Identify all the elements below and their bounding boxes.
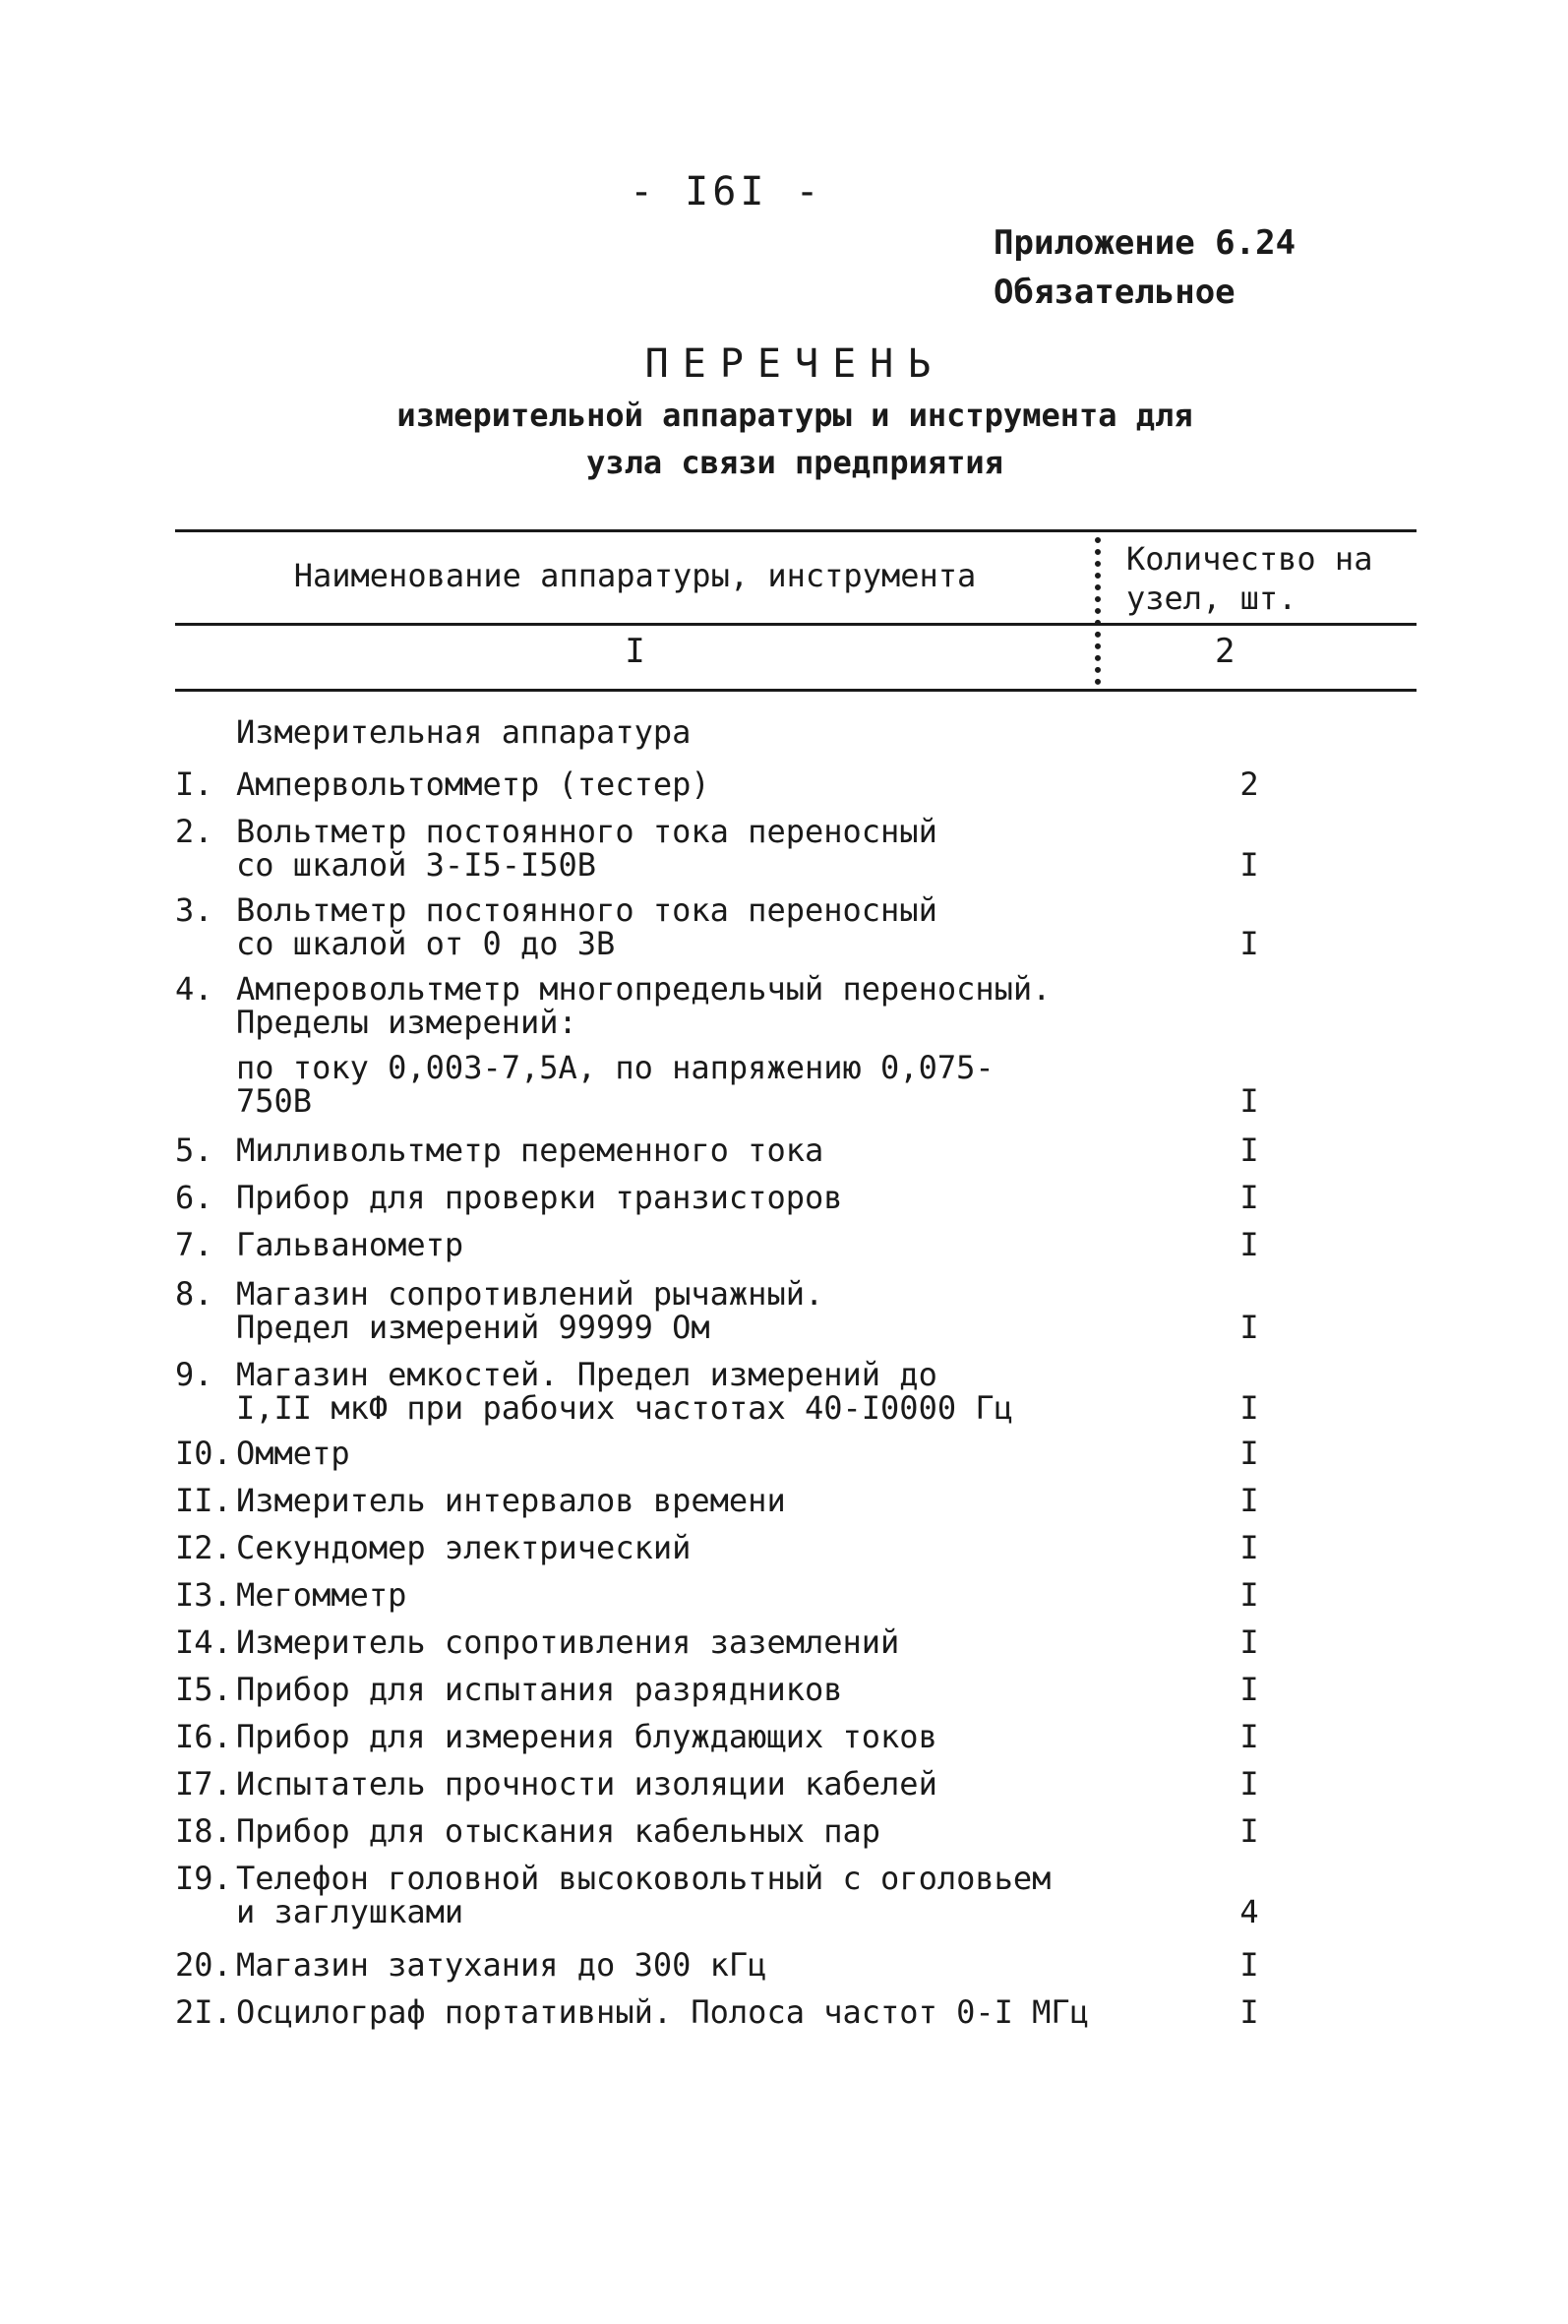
row-number: 20.	[175, 1946, 232, 1984]
row-name: Ампервольтомметр (тестер)	[236, 765, 710, 803]
row-name: Телефон головной высоковольтный с оголовьем и заглушками	[236, 1860, 1052, 1930]
document-title	[175, 336, 1415, 486]
row-quantity: I	[1239, 1812, 1259, 1850]
row-quantity: I	[1239, 1309, 1259, 1346]
row-quantity: I	[1239, 1529, 1259, 1566]
row-name: Омметр	[236, 1435, 350, 1472]
row-number: I2.	[175, 1529, 232, 1566]
row-quantity: I	[1239, 1131, 1259, 1169]
row-number: I3.	[175, 1576, 232, 1614]
row-number: I9.	[175, 1860, 232, 1897]
row-quantity: I	[1239, 1623, 1259, 1661]
row-name: по току 0,003-7,5А, по напряжению 0,075- 750В	[236, 1049, 995, 1120]
table-header-rule	[175, 623, 1417, 626]
row-quantity: I	[1239, 925, 1259, 962]
row-quantity: I	[1239, 1946, 1259, 1984]
row-quantity: I	[1239, 1718, 1259, 1755]
row-quantity: I	[1239, 1226, 1259, 1263]
title-subtitle-line-2: узла связи предприятия	[586, 444, 1003, 481]
row-name: Гальванометр	[236, 1226, 464, 1263]
row-number: 2I.	[175, 1993, 232, 2031]
row-name: Амперовольтметр многопредельчый переносный. Пределы измерений:	[236, 970, 1052, 1041]
row-name: Мегомметр	[236, 1576, 407, 1614]
row-quantity: I	[1239, 1671, 1259, 1708]
header-quantity: Количество на узел, шт.	[1126, 540, 1373, 617]
row-number: 9.	[175, 1356, 213, 1393]
row-number: I8.	[175, 1812, 232, 1850]
row-number: 2.	[175, 813, 213, 850]
column-number-2: 2	[1215, 632, 1236, 671]
row-quantity: I	[1239, 1435, 1259, 1472]
row-number: 5.	[175, 1131, 213, 1169]
row-quantity: I	[1239, 1389, 1259, 1427]
header-name: Наименование аппаратуры, инструмента	[293, 557, 977, 594]
row-name: Измеритель сопротивления заземлений	[236, 1623, 900, 1661]
row-name: Секундомер электрический	[236, 1529, 692, 1566]
title-subtitle-line-1: измерительной аппаратуры и инструмента для	[396, 397, 1193, 434]
row-quantity: I	[1239, 1765, 1259, 1803]
row-name: Испытатель прочности изоляции кабелей	[236, 1765, 937, 1803]
row-quantity: I	[1239, 1482, 1259, 1519]
row-name: Магазин емкостей. Предел измерений до I,II мкФ при рабочих частотах 40-I0000 Гц	[236, 1356, 1013, 1427]
row-name: Осцилограф портативный. Полоса частот 0-I МГц	[236, 1993, 1089, 2031]
row-number: I6.	[175, 1718, 232, 1755]
table-colnum-rule	[175, 689, 1417, 692]
row-quantity: 2	[1239, 765, 1259, 803]
row-quantity: I	[1239, 1993, 1259, 2031]
row-quantity: 4	[1239, 1893, 1259, 1930]
table-top-rule	[175, 529, 1417, 532]
row-number: I.	[175, 765, 213, 803]
row-number: II.	[175, 1482, 232, 1519]
column-divider	[1095, 537, 1101, 685]
row-quantity: I	[1239, 1179, 1259, 1216]
row-name: Измеритель интервалов времени	[236, 1482, 786, 1519]
row-number: 6.	[175, 1179, 213, 1216]
title-main: ПЕРЕЧЕНЬ	[644, 341, 945, 387]
section-heading: Измерительная аппаратура	[236, 713, 692, 751]
row-number: I4.	[175, 1623, 232, 1661]
row-name: Магазин сопротивлений рычажный. Предел измерений 99999 Ом	[236, 1275, 824, 1346]
column-number-1: I	[625, 632, 645, 671]
row-name: Прибор для отыскания кабельных пар	[236, 1812, 881, 1850]
row-name: Прибор для проверки транзисторов	[236, 1179, 843, 1216]
row-name: Прибор для измерения блуждающих токов	[236, 1718, 937, 1755]
row-number: 7.	[175, 1226, 213, 1263]
row-name: Вольтметр постоянного тока переносный со шкалой 3-I5-I50В	[236, 813, 937, 884]
row-name: Магазин затухания до 300 кГц	[236, 1946, 767, 1984]
row-number: I0.	[175, 1435, 232, 1472]
row-number: I5.	[175, 1671, 232, 1708]
appendix-number: Приложение 6.24	[994, 223, 1297, 263]
row-name: Милливольтметр переменного тока	[236, 1131, 824, 1169]
appendix-label	[994, 218, 1296, 317]
row-name: Прибор для испытания разрядников	[236, 1671, 843, 1708]
row-quantity: I	[1239, 1576, 1259, 1614]
row-number: 8.	[175, 1275, 213, 1313]
page-number: - I6I -	[630, 169, 823, 214]
row-number: I7.	[175, 1765, 232, 1803]
row-number: 3.	[175, 891, 213, 929]
row-quantity: I	[1239, 846, 1259, 884]
row-quantity: I	[1239, 1082, 1259, 1120]
row-name: Вольтметр постоянного тока переносный со шкалой от 0 до 3В	[236, 891, 937, 962]
row-number: 4.	[175, 970, 213, 1008]
appendix-status: Обязательное	[994, 273, 1236, 312]
